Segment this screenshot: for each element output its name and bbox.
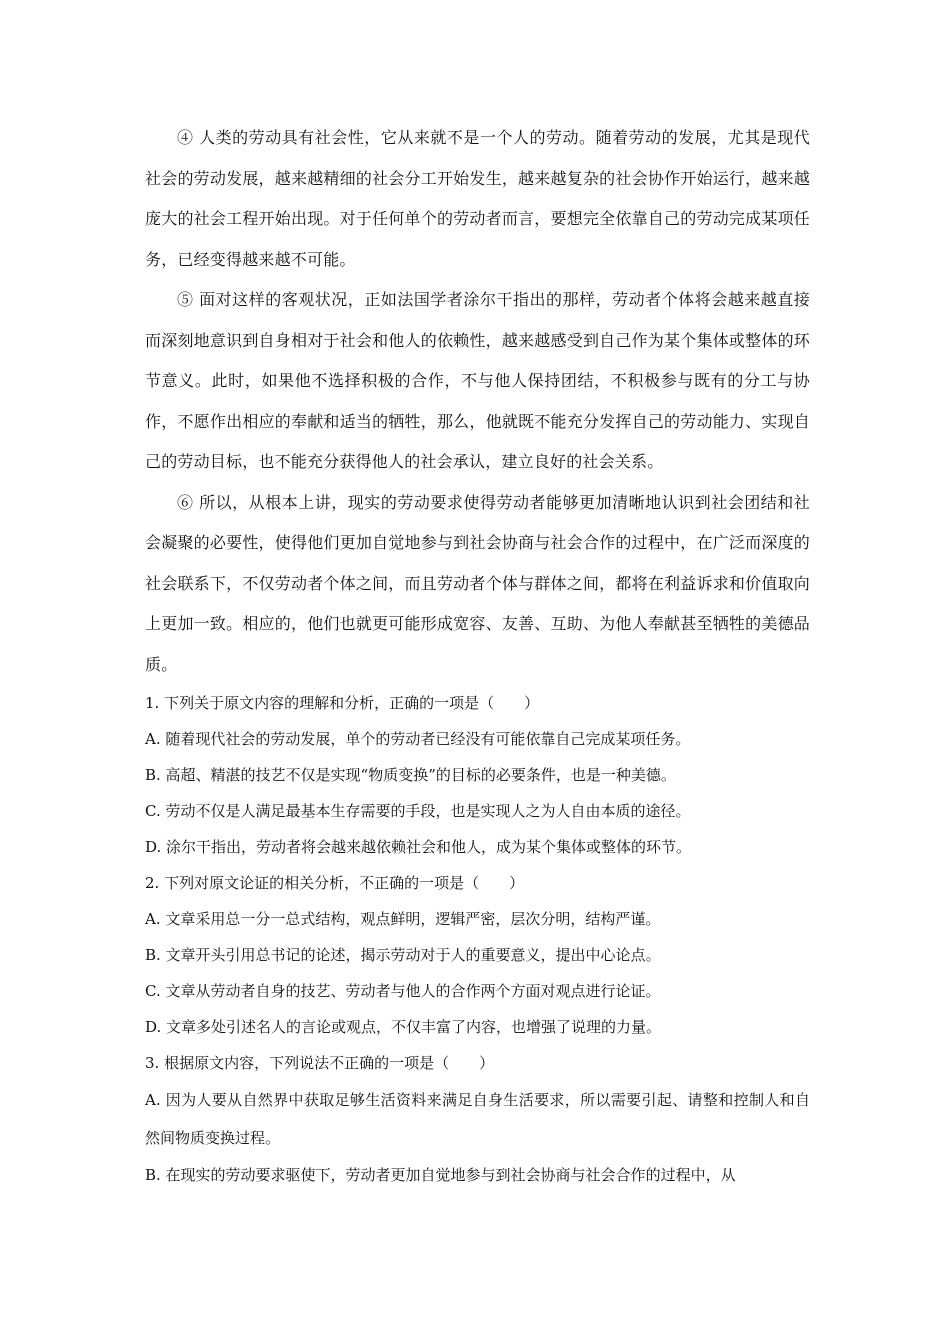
question-1-option-b: B. 高超、精湛的技艺不仅是实现“物质变换”的目标的必要条件，也是一种美德。 [145,766,676,784]
question-2-option-a: A. 文章采用总一分一总式结构，观点鲜明，逻辑严密，层次分明，结构严谨。 [145,910,661,928]
paragraph-5: ⑤ 面对这样的客观状况，正如法国学者涂尔干指出的那样，劳动者个体将会越来越直接而深刻地意识到自身相对于社会和他人的依赖性，越来越感受到自己作为某个集体或整体的环节意义。此时，如果他不选择积极的合作，不与他人保持团结，不积极参与既有的分工与协作，不愿作出相应的奉献和适当的牺牲，那么，他就既不能充分发挥自己的劳动能力、实现自己的劳动目标，也不能充分获得他人的社会承认，建立良好的社会关系。 [145,290,810,471]
question-1 [145,685,810,865]
question-3-stem: 3. 根据原文内容，下列说法不正确的一项是（ ） [145,1054,495,1072]
paragraph-6: ⑥ 所以，从根本上讲，现实的劳动要求使得劳动者能够更加清晰地认识到社会团结和社会凝聚的必要性，使得他们更加自觉地参与到社会协商与社会合作的过程中，在广泛而深度的社会联系下，不仅劳动者个体之间，而且劳动者个体与群体之间，都将在利益诉求和价值取向上更加一致。相应的，他们也就更可能形成宽容、友善、互助、为他人奉献甚至牺牲的美德品质。 [145,492,810,674]
question-3-option-a: A. 因为人要从自然界中获取足够生活资料来满足自身生活要求，所以需要引起、请整和控制人和自然间物质变换过程。 [145,1091,810,1147]
document-page [145,118,810,1193]
question-1-option-a: A. 随着现代社会的劳动发展，单个的劳动者已经没有可能依靠自己完成某项任务。 [145,730,691,748]
paragraph-4: ④ 人类的劳动具有社会性，它从来就不是一个人的劳动。随着劳动的发展，尤其是现代社会的劳动发展，越来越精细的社会分工开始发生，越来越复杂的社会协作开始运行，越来越庞大的社会工程开始出现。对于任何单个的劳动者而言，要想完全依靠自己的劳动完成某项任务，已经变得越来越不可能。 [145,128,810,269]
question-1-option-d: D. 涂尔干指出，劳动者将会越来越依赖社会和他人，成为某个集体或整体的环节。 [145,838,692,856]
question-1-option-c: C. 劳动不仅是人满足最基本生存需要的手段，也是实现人之为人自由本质的途径。 [145,802,691,820]
question-2 [145,865,810,1045]
question-2-option-b: B. 文章开头引用总书记的论述，揭示劳动对于人的重要意义，提出中心论点。 [145,946,661,964]
question-1-stem: 1. 下列关于原文内容的理解和分析，正确的一项是（ ） [145,694,540,712]
question-2-stem: 2. 下列对原文论证的相关分析，不正确的一项是（ ） [145,874,525,892]
question-3 [145,1045,810,1193]
question-2-option-d: D. 文章多处引述名人的言论或观点，不仅丰富了内容，也增强了说理的力量。 [145,1018,662,1036]
question-2-option-c: C. 文章从劳动者自身的技艺、劳动者与他人的合作两个方面对观点进行论证。 [145,982,661,1000]
question-3-option-b: B. 在现实的劳动要求驱使下，劳动者更加自觉地参与到社会协商与社会合作的过程中，从 [145,1166,736,1184]
